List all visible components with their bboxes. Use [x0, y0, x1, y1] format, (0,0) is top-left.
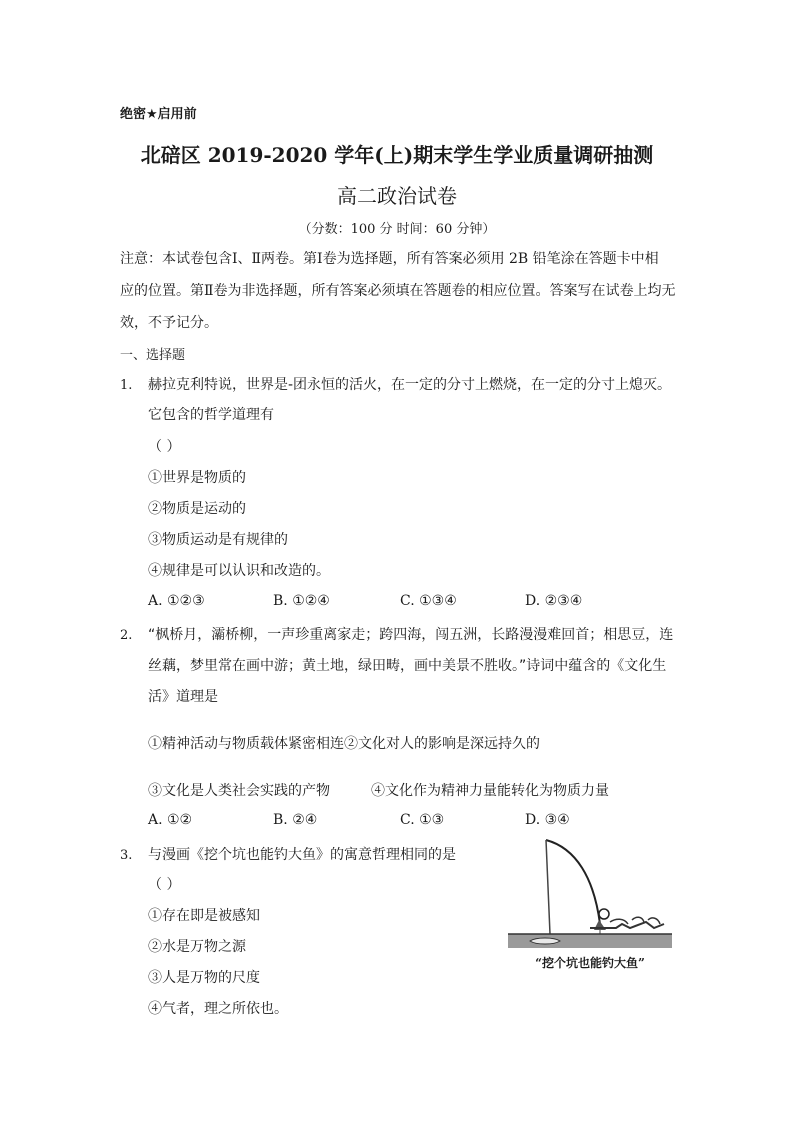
answer-option: C. ①③④: [400, 593, 457, 609]
question-stem: 丝藕，梦里常在画中游；黄土地，绿田畴，画中美景不胜收。”诗词中蕴含的《文化生: [148, 658, 667, 674]
secret-label: 绝密★启用前: [120, 107, 197, 122]
question-number: 2.: [120, 628, 133, 643]
question-number: 3.: [120, 848, 133, 863]
question-stem: 它包含的哲学道理有: [148, 407, 274, 423]
answer-option: B. ①②④: [273, 593, 330, 609]
statement-item: ②水是万物之源: [148, 939, 246, 955]
exam-meta: （分数：100 分 时间：60 分钟）: [298, 222, 496, 237]
question-stem: 赫拉克利特说，世界是-团永恒的活火，在一定的分寸上燃烧，在一定的分寸上熄灭。: [148, 377, 672, 393]
exam-title: 北碚区 2019-2020 学年(上)期末学生学业质量调研抽测: [140, 143, 654, 167]
answer-option: D. ③④: [525, 812, 570, 828]
cartoon-figure: [506, 838, 674, 972]
answer-option: C. ①③: [400, 812, 445, 828]
question-stem: 活》道理是: [148, 689, 218, 705]
question-stem: 与漫画《挖个坑也能钓大鱼》的寓意哲理相同的是: [148, 847, 456, 863]
exam-subtitle: 高二政治试卷: [337, 184, 457, 208]
statement-item: ②物质是运动的: [148, 501, 246, 517]
statement-item: ③物质运动是有规律的: [148, 532, 288, 548]
answer-paren: （ ）: [148, 877, 181, 893]
statement-item: ④规律是可以认识和改造的。: [148, 563, 330, 579]
statement-item: ④文化作为精神力量能转化为物质力量: [371, 783, 609, 799]
statement-item: ①存在即是被感知: [148, 908, 260, 924]
question-number: 1.: [120, 378, 133, 393]
statement-item: ③文化是人类社会实践的产物: [148, 783, 330, 799]
answer-option: A. ①②③: [148, 593, 205, 609]
statement-item: ①世界是物质的: [148, 470, 246, 486]
notice-line: 效，不予记分。: [120, 315, 218, 331]
statement-item: ③人是万物的尺度: [148, 970, 260, 986]
statement-item: ④气者，理之所依也。: [148, 1001, 288, 1017]
fishing-cartoon-illustration: [506, 838, 674, 956]
notice-line: 应的位置。第Ⅱ卷为非选择题，所有答案必须填在答题卷的相应位置。答案写在试卷上均无: [120, 283, 676, 299]
answer-option: D. ②③④: [525, 593, 583, 609]
answer-option: B. ②④: [273, 812, 318, 828]
figure-caption: “挖个坑也能钓大鱼”: [535, 956, 645, 970]
answer-option: A. ①②: [148, 812, 193, 828]
statement-item: ①精神活动与物质载体紧密相连②文化对人的影响是深远持久的: [148, 736, 540, 752]
notice-line: 注意：本试卷包含Ⅰ、Ⅱ两卷。第Ⅰ卷为选择题，所有答案必须用 2B 铅笔涂在答题卡中相: [120, 251, 659, 267]
question-stem: “枫桥月，灞桥柳，一声珍重离家走；跨四海，闯五洲，长路漫漫难回首；相思豆，连: [148, 627, 674, 643]
section-heading: 一、选择题: [120, 348, 186, 363]
answer-paren: （ ）: [148, 439, 181, 455]
